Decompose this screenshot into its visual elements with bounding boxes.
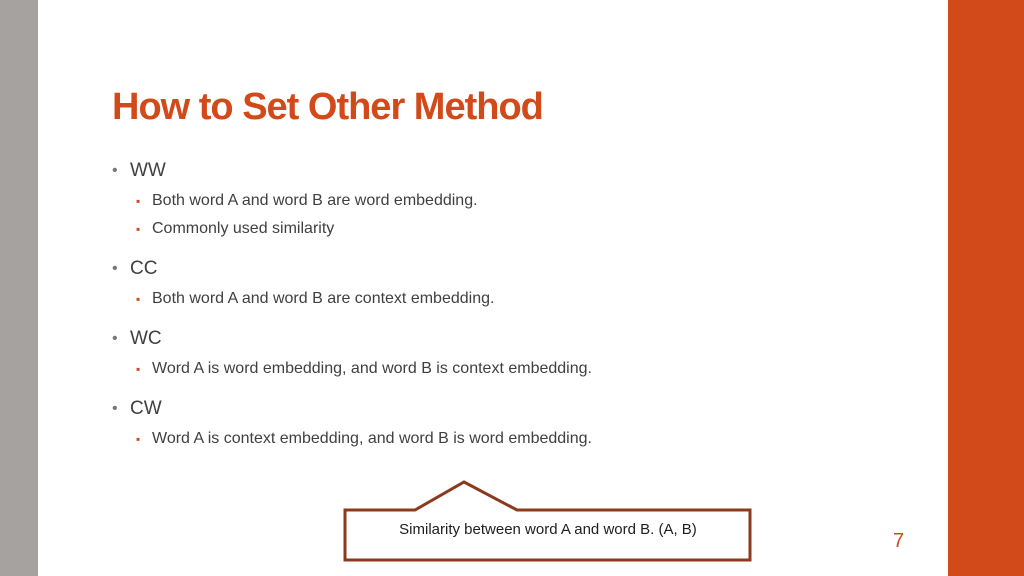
right-accent-bar — [948, 0, 1024, 576]
bullet-group-ww — [112, 158, 912, 240]
bullet-item — [112, 158, 912, 184]
left-accent-bar — [0, 0, 38, 576]
bullet-item — [112, 396, 912, 422]
sub-bullet-item — [112, 218, 912, 240]
bullet-item — [112, 326, 912, 352]
bullet-label: WC — [130, 328, 162, 349]
sub-bullet-item — [112, 428, 912, 450]
callout-text: Similarity between word A and word B. (A, B) — [399, 521, 697, 538]
sub-bullet-text: Both word A and word B are context embedding. — [152, 290, 495, 307]
sub-bullet-item — [112, 288, 912, 310]
sub-bullet-marker-icon: ▪ — [136, 292, 141, 306]
sub-bullet-item — [112, 358, 912, 380]
bullet-label: WW — [130, 160, 166, 181]
slide-title: How to Set Other Method — [112, 86, 543, 128]
sub-bullet-marker-icon: ▪ — [136, 222, 141, 236]
sub-bullet-text: Both word A and word B are word embedding. — [152, 192, 478, 209]
bullet-dot-icon: • — [112, 400, 118, 417]
sub-bullet-item — [112, 190, 912, 212]
sub-bullet-text: Word A is context embedding, and word B is word embedding. — [152, 430, 592, 447]
bullet-group-cw — [112, 396, 912, 450]
sub-bullet-text: Word A is word embedding, and word B is context embedding. — [152, 360, 592, 377]
sub-bullet-text: Commonly used similarity — [152, 220, 335, 237]
bullet-group-wc — [112, 326, 912, 380]
bullet-label: CW — [130, 398, 162, 419]
bullet-dot-icon: • — [112, 162, 118, 179]
sub-bullet-marker-icon: ▪ — [136, 362, 141, 376]
bullet-item — [112, 256, 912, 282]
page-number: 7 — [893, 530, 905, 552]
sub-bullet-marker-icon: ▪ — [136, 432, 141, 446]
sub-bullet-marker-icon: ▪ — [136, 194, 141, 208]
bullet-list — [112, 158, 912, 466]
bullet-dot-icon: • — [112, 330, 118, 347]
bullet-group-cc — [112, 256, 912, 310]
bullet-dot-icon: • — [112, 260, 118, 277]
bullet-label: CC — [130, 258, 158, 279]
